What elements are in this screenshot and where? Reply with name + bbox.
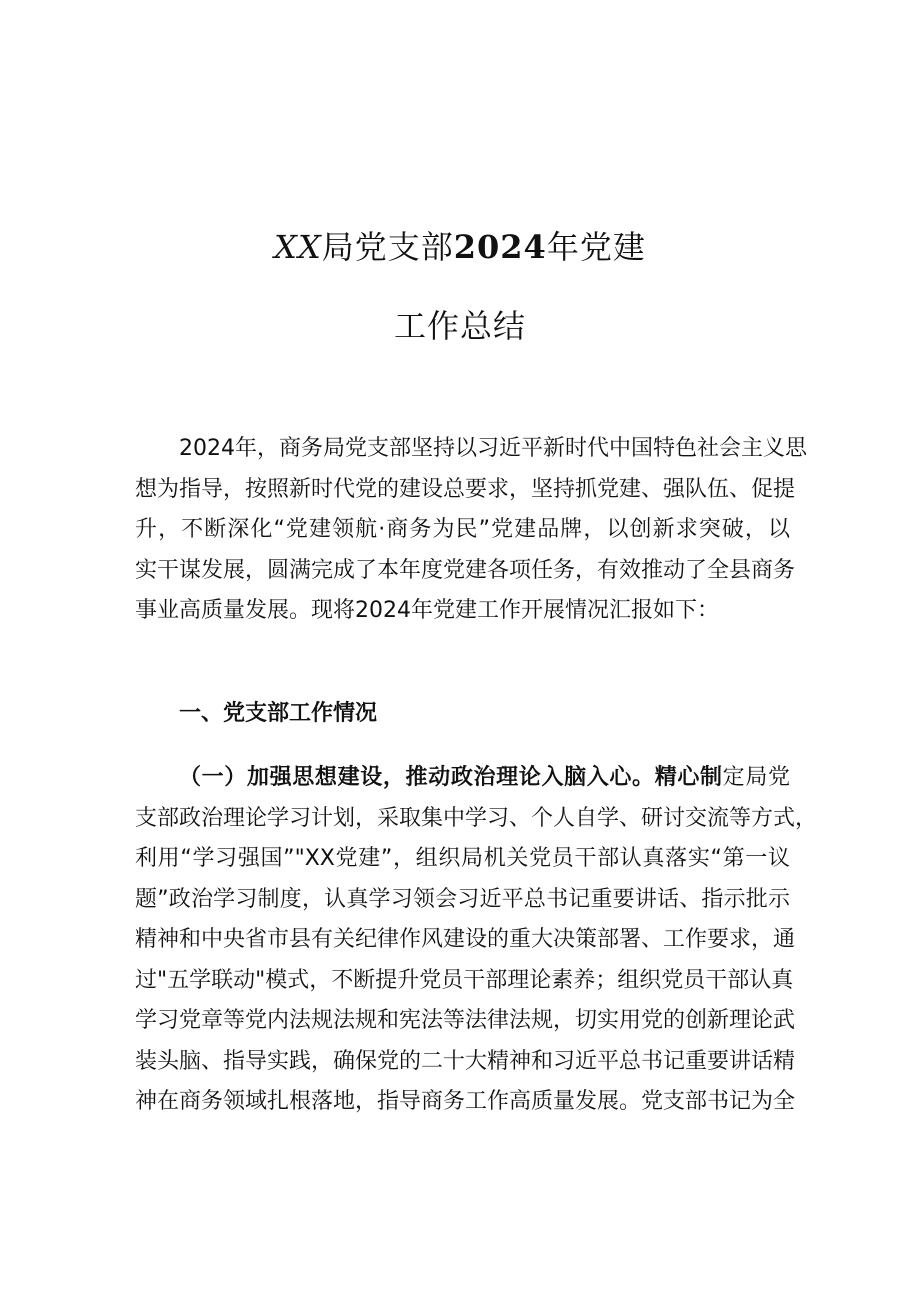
section-1-paragraph [135, 758, 818, 1123]
section-1-line: 精神和中央省市县有关纪律作风建设的重大决策部署、工作要求，通 [135, 927, 796, 952]
section-heading-1: 一、党支部工作情况 [179, 701, 378, 726]
intro-line: 升，不断深化“党建领航·商务为民”党建品牌，以创新求突破，以 [135, 517, 790, 542]
title-year: 2024 [453, 228, 547, 266]
section-1-line: 神在商务领域扎根落地，指导商务工作高质量发展。党支部书记为全 [135, 1089, 796, 1114]
title-prefix: XX [274, 228, 322, 266]
intro-line: 实干谋发展，圆满完成了本年度党建各项任务，有效推动了全县商务 [135, 557, 796, 583]
section-1-line: 支部政治理论学习计划，采取集中学习、个人自学、研讨交流等方式， [135, 805, 818, 831]
intro-line: 想为指导，按照新时代党的建设总要求，坚持抓党建、强队伍、促提 [135, 476, 796, 502]
section-1-line: 过"五学联动"模式，不断提升党员干部理论素养；组织党员干部认真 [135, 967, 794, 993]
document-title-line-1 [0, 227, 920, 267]
section-1-line: 学习党章等党内法规法规和宪法等法律法规，切实用党的创新理论武 [135, 1008, 796, 1033]
document-title-line-2: 工作总结 [393, 307, 526, 345]
title-mid: 局党支部 [321, 228, 454, 266]
section-1-line: 题”政治学习制度，认真学习领会习近平总书记重要讲话、指示批示 [135, 886, 790, 912]
section-1-line: 利用“学习强国”"XX党建”，组织局机关党员干部认真落实“第一议 [135, 846, 790, 871]
section-1-first-line [135, 758, 790, 799]
intro-line: 事业高质量发展。现将2024年党建工作开展情况汇报如下： [135, 598, 719, 623]
title-suffix: 年党建 [546, 228, 646, 266]
intro-paragraph [135, 429, 807, 632]
section-1-line: 装头脑、指导实践，确保党的二十大精神和习近平总书记重要讲话精 [135, 1048, 796, 1074]
section-1-bold-lead: （一）加强思想建设，推动政治理论入脑入心。精心制 [179, 765, 723, 790]
intro-line: 2024年，商务局党支部坚持以习近平新时代中国特色社会主义思 [179, 436, 807, 461]
section-1-first-rest: 定局党 [722, 765, 790, 790]
